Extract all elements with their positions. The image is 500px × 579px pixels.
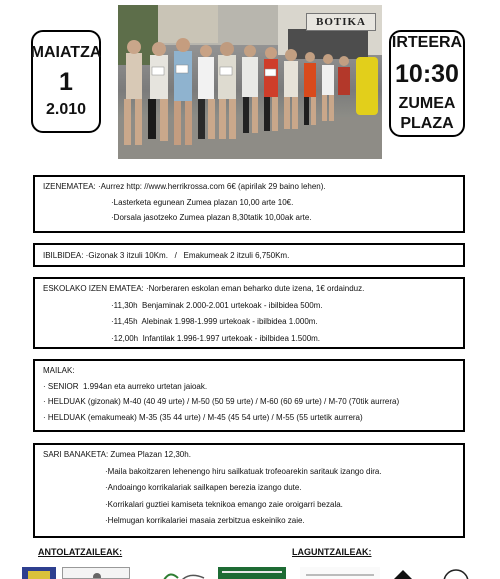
school-line-2: ·11,30h Benjaminak 2.000-2.001 urtekoak - ibilbidea 500m. <box>111 300 323 310</box>
collaborators-label: LAGUNTZAILEAK: <box>292 547 372 557</box>
photo-shop-sign: BOTIKA <box>306 13 376 31</box>
school-line-3: ·11,45h Alebinak 1.998-1.999 urtekoak - ibilbidea 1.000m. <box>111 317 318 327</box>
categories-line-3: · HELDUAK (emakumeak) M-35 (35 44 urte) / M-45 (45 54 urte) / M-55 (55 urtetik aurrera) <box>43 412 363 422</box>
awards-line-4: ·Korrikalari guztiei kamiseta teknikoa emango zaie oroigarri bezala. <box>105 499 343 509</box>
organizer-logo-1 <box>22 567 56 579</box>
school-registration-box <box>33 277 465 349</box>
awards-line-3: ·Andoaingo korrikalariak sailkapen berezia izango dute. <box>105 483 302 493</box>
collaborator-logo-5 <box>436 567 476 579</box>
route-box <box>33 243 465 267</box>
seal-icon <box>436 568 476 579</box>
shield-icon <box>22 568 56 579</box>
start-label: IRTEERA <box>391 33 463 51</box>
start-place-line1: ZUMEA <box>398 95 456 113</box>
school-line-1: ESKOLAKO IZEN EMATEA: ·Norberaren eskolan eman beharko dute izena, 1€ ordainduz. <box>43 284 365 293</box>
organizers-label: ANTOLATZAILEAK: <box>38 547 123 557</box>
date-box <box>31 30 101 133</box>
route-line-1: IBILBIDEA: ·Gizonak 3 itzuli 10Km. / Emakumeak 2 itzuli 6,750Km. <box>43 251 290 260</box>
categories-box <box>33 359 465 432</box>
awards-box <box>33 443 465 538</box>
race-photo <box>118 5 382 159</box>
leaf-icon <box>160 568 210 579</box>
date-month: MAIATZA <box>30 43 102 61</box>
organizer-logo-2 <box>62 567 130 579</box>
awards-line-5: ·Helmugan korrikalariei masaia zerbitzua eskeiniko zaie. <box>105 516 305 526</box>
registration-line-2: ·Lasterketa egunean Zumea plazan 10,00 arte 10€. <box>111 197 294 207</box>
date-year: 2.010 <box>45 101 87 119</box>
categories-line-1: · SENIOR 1.994an eta aurreko urtetan jaioak. <box>43 381 208 391</box>
date-day: 1 <box>59 67 73 96</box>
registration-box <box>33 175 465 233</box>
start-time: 10:30 <box>395 59 459 88</box>
collaborator-logo-2 <box>218 567 286 579</box>
registration-line-3: ·Dorsala jasotzeko Zumea plazan 8,30tatik 10,00ak arte. <box>111 213 312 223</box>
collaborator-logo-4 <box>392 567 414 579</box>
collaborator-logo-1 <box>160 567 210 579</box>
crest-icon <box>63 569 130 579</box>
awards-line-1: SARI BANAKETA: Zumea Plazan 12,30h. <box>43 450 191 459</box>
triangle-icon <box>392 568 414 579</box>
school-line-4: ·12,00h Infantilak 1.996-1.997 urtekoak - ibilbidea 1.500m. <box>111 333 321 343</box>
registration-line-1: IZENEMATEA: ·Aurrez http: //www.herrikrossa.com 6€ (apirilak 29 baino lehen). <box>43 182 326 191</box>
start-box <box>389 30 465 137</box>
start-place-line2: PLAZA <box>400 115 454 133</box>
categories-title: MAILAK: <box>43 366 75 375</box>
categories-line-2: · HELDUAK (gizonak) M-40 (40 49 urte) / M-50 (50 59 urte) / M-60 (60 69 urte) / M-70 (70tik aurrera) <box>43 397 400 407</box>
banner-icon <box>218 568 286 579</box>
awards-line-2: ·Maila bakoitzaren lehenengo hiru sailkatuak trofeoarekin saritauk izango dira. <box>105 466 382 476</box>
text-logo-icon <box>300 568 380 579</box>
collaborator-logo-3 <box>300 567 380 579</box>
